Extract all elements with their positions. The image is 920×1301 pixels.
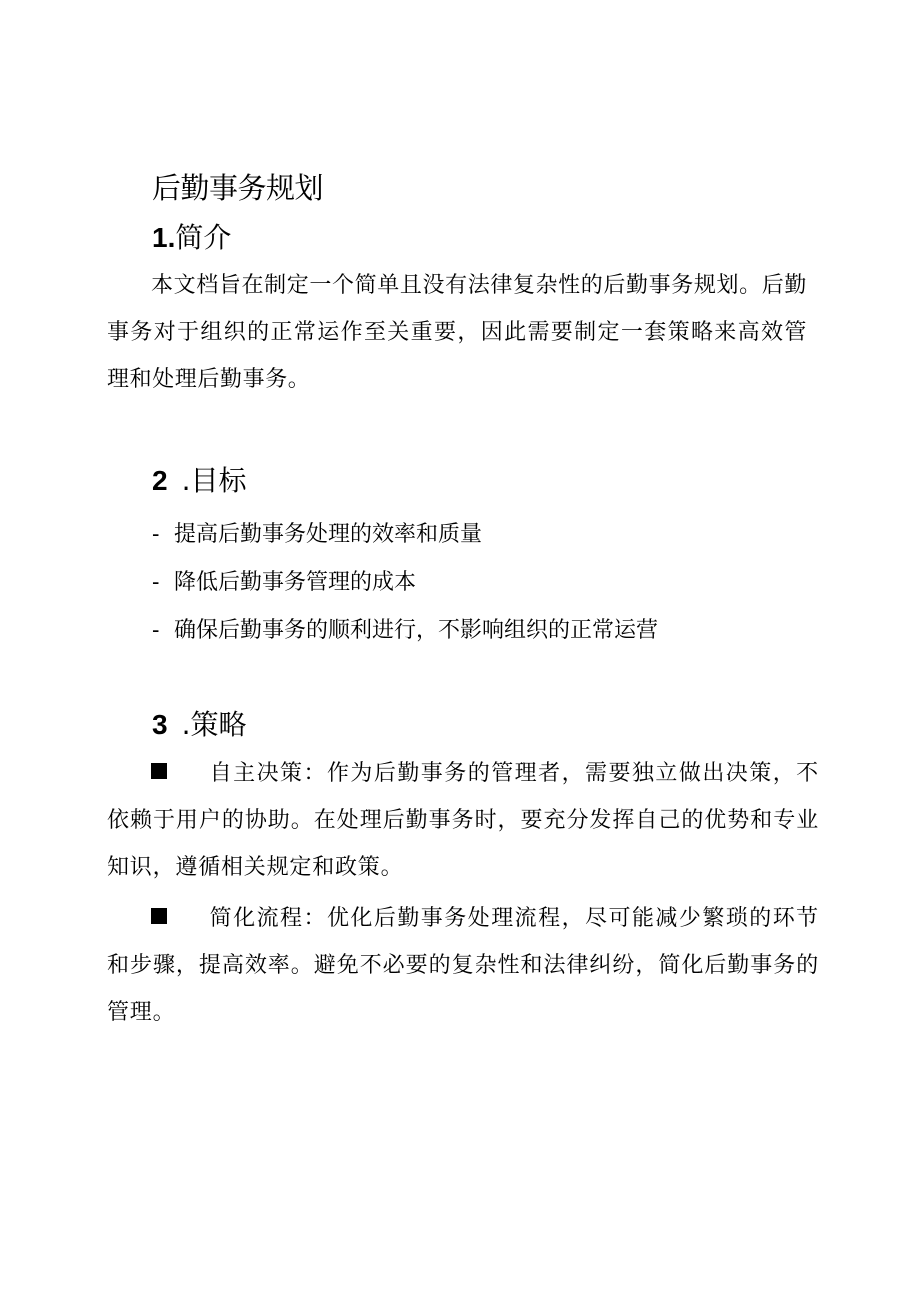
strategy-item-text: 优化后勤事务处理流程，尽可能减少繁琐的环节和步骤，提高效率。避免不必要的复杂性和法律纠纷，简化后勤事务的管理。 [107,906,819,1025]
intro-paragraph: 本文档旨在制定一个简单且没有法律复杂性的后勤事务规划。后勤事务对于组织的正常运作至关重要，因此需要制定一套策略来高效管理和处理后勤事务。 [107,273,807,392]
list-item [152,559,658,607]
strategy-item [107,750,819,891]
section-heading-intro [152,218,231,258]
list-item-text: 降低后勤事务管理的成本 [174,570,417,595]
square-bullet-icon [151,908,167,924]
strategy-item-text: 作为后勤事务的管理者，需要独立做出决策，不依赖于用户的协助。在处理后勤事务时，要充分发挥自己的优势和专业知识，遵循相关规定和政策。 [107,761,819,880]
dash-bullet: - [152,618,160,643]
strategy-item-label: 简化流程： [209,906,327,931]
list-item [152,607,658,655]
section-number: 1. [152,222,176,253]
list-item [152,511,658,559]
section-heading-strategy [152,705,246,745]
square-bullet-icon [151,763,167,779]
section-number: 2 [152,465,168,496]
section-title: 简介 [175,221,232,254]
section-title: .策略 [181,708,247,741]
dash-bullet: - [152,522,160,547]
goals-list [152,511,658,655]
section-number: 3 [152,709,168,740]
section-title: .目标 [181,464,247,497]
section-heading-goals [152,461,246,501]
strategy-item [107,895,819,1036]
document-title: 后勤事务规划 [152,171,324,205]
list-item-text: 提高后勤事务处理的效率和质量 [174,522,483,547]
list-item-text: 确保后勤事务的顺利进行，不影响组织的正常运营 [174,618,659,643]
strategy-item-label: 自主决策： [209,761,327,786]
dash-bullet: - [152,570,160,595]
